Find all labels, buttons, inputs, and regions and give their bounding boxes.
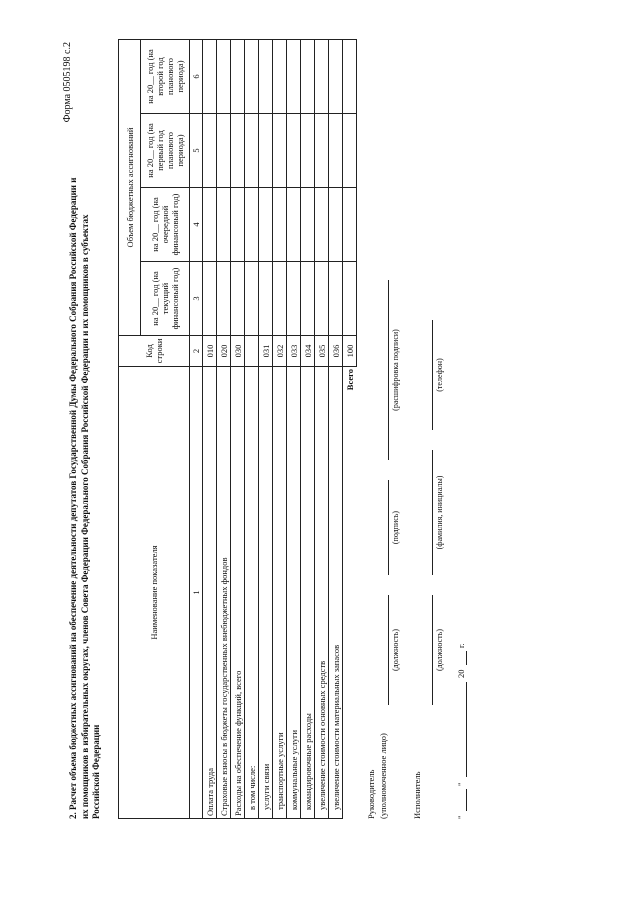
- section-title: [68, 39, 103, 819]
- cell-input[interactable]: [301, 262, 315, 336]
- row-name: Страховые взносы в бюджеты государственных внебюджетных фондов: [217, 367, 231, 819]
- date-year-suffix: г.: [456, 643, 466, 648]
- year-header-3: на 20__ год (на первый год планового периода): [141, 114, 190, 188]
- head-position-caption: (должность): [391, 629, 400, 671]
- year-header-1: на 20__ год (на текущий финансовый год): [141, 262, 190, 336]
- head-label-1: Руководитель: [366, 769, 376, 819]
- table-row: [217, 40, 231, 819]
- cell-input[interactable]: [301, 188, 315, 262]
- total-code: 100: [343, 336, 357, 367]
- cell-input[interactable]: [259, 262, 273, 336]
- row-code: 030: [231, 336, 245, 367]
- cell-input[interactable]: [329, 40, 343, 114]
- executor-fio-caption: (фамилия, инициалы): [435, 475, 444, 550]
- table-row: [231, 40, 245, 819]
- total-row: [343, 40, 357, 819]
- cell-input[interactable]: [273, 262, 287, 336]
- col-number: 5: [190, 114, 203, 188]
- section-title-line-2: их помощников в избирательных округах, членов Совета Федерации Федерального Собрания Российской Федерации и их помощников в субъектах: [79, 214, 90, 819]
- table-row: [329, 40, 343, 819]
- row-name: в том числе:: [245, 367, 259, 819]
- col-number: 3: [190, 262, 203, 336]
- row-name: увеличение стоимости основных средств: [315, 367, 329, 819]
- table-row: [203, 40, 217, 819]
- table-row: [315, 40, 329, 819]
- date-quote-open: ": [456, 815, 466, 819]
- cell-input[interactable]: [273, 188, 287, 262]
- row-code: 035: [315, 336, 329, 367]
- row-code: 036: [329, 336, 343, 367]
- cell-input[interactable]: [203, 114, 217, 188]
- cell-input[interactable]: [203, 262, 217, 336]
- cell-input[interactable]: [343, 188, 357, 262]
- cell-input[interactable]: [329, 188, 343, 262]
- group-header: Объем бюджетных ассигнований: [119, 40, 141, 336]
- cell-input[interactable]: [259, 188, 273, 262]
- row-name: командировочные расходы: [301, 367, 315, 819]
- cell-input[interactable]: [231, 188, 245, 262]
- cell-input[interactable]: [343, 114, 357, 188]
- col-number: 6: [190, 40, 203, 114]
- cell-input[interactable]: [245, 40, 259, 114]
- year-header-4: на 20__ год (на второй год планового периода): [141, 40, 190, 114]
- date-year-line[interactable]: [454, 651, 467, 665]
- row-code: 010: [203, 336, 217, 367]
- date-quote-close: ": [456, 782, 466, 786]
- table-row: [259, 40, 273, 819]
- col-name-header: Наименование показателя: [119, 367, 190, 819]
- row-name: Оплата труда: [203, 367, 217, 819]
- table-row: [245, 40, 259, 819]
- cell-input[interactable]: [301, 114, 315, 188]
- cell-input[interactable]: [231, 40, 245, 114]
- row-name: Расходы на обеспечение функций, всего: [231, 367, 245, 819]
- row-code: 033: [287, 336, 301, 367]
- executor-position-caption: (должность): [435, 629, 444, 671]
- row-code: 020: [217, 336, 231, 367]
- head-label-2: (уполномоченное лицо): [378, 733, 388, 819]
- executor-phone-caption: (телефон): [435, 358, 444, 392]
- total-label: Всего: [344, 369, 355, 391]
- cell-input[interactable]: [287, 114, 301, 188]
- cell-input[interactable]: [315, 40, 329, 114]
- cell-input[interactable]: [203, 40, 217, 114]
- date-year-prefix: 20: [456, 669, 466, 678]
- cell-input[interactable]: [217, 114, 231, 188]
- executor-position-line[interactable]: [420, 595, 433, 705]
- head-signature-caption: (подпись): [391, 510, 400, 545]
- head-signature-line[interactable]: [376, 480, 389, 575]
- cell-input[interactable]: [231, 262, 245, 336]
- column-number-row: [190, 40, 203, 819]
- row-code: 034: [301, 336, 315, 367]
- cell-input[interactable]: [217, 188, 231, 262]
- cell-input[interactable]: [259, 40, 273, 114]
- cell-input[interactable]: [287, 188, 301, 262]
- cell-input[interactable]: [301, 40, 315, 114]
- row-code: 031: [259, 336, 273, 367]
- row-name: увеличение стоимости материальных запасов: [329, 367, 343, 819]
- row-code: 032: [273, 336, 287, 367]
- table-header-row: [119, 40, 141, 819]
- cell-input[interactable]: [315, 188, 329, 262]
- cell-input[interactable]: [203, 188, 217, 262]
- table-row: [273, 40, 287, 819]
- cell-input[interactable]: [259, 114, 273, 188]
- row-name: услуги связи: [259, 367, 273, 819]
- head-decoding-caption: (расшифровка подписи): [391, 329, 400, 411]
- cell-input[interactable]: [245, 262, 259, 336]
- col-number: 2: [190, 336, 203, 367]
- date-month-line[interactable]: [454, 682, 467, 777]
- cell-input[interactable]: [315, 114, 329, 188]
- head-decoding-line[interactable]: [376, 280, 389, 460]
- section-title-line-1: 2. Расчет объема бюджетных ассигнований на обеспечение деятельности депутатов Государственной Думы Федерального Собрания Российской Федерации и: [68, 177, 78, 819]
- cell-input[interactable]: [273, 114, 287, 188]
- row-code: [245, 336, 259, 367]
- col-number: 1: [190, 367, 203, 819]
- row-name: транспортные услуги: [273, 367, 287, 819]
- row-name: коммунальные услуги: [287, 367, 301, 819]
- form-code: Форма 0505198 с.2: [62, 42, 73, 123]
- cell-input[interactable]: [329, 114, 343, 188]
- cell-input[interactable]: [245, 114, 259, 188]
- table-row: [301, 40, 315, 819]
- cell-input[interactable]: [287, 40, 301, 114]
- cell-input[interactable]: [217, 262, 231, 336]
- executor-phone-line[interactable]: [420, 320, 433, 430]
- col-code-header: Код строки: [119, 336, 190, 367]
- date-day-line[interactable]: [454, 789, 467, 811]
- section-title-line-3: Российской Федерации: [91, 724, 101, 819]
- cell-input[interactable]: [231, 114, 245, 188]
- cell-input[interactable]: [343, 262, 357, 336]
- executor-fio-line[interactable]: [420, 450, 433, 575]
- table-row: [287, 40, 301, 819]
- cell-input[interactable]: [273, 40, 287, 114]
- budget-table: [118, 39, 357, 819]
- cell-input[interactable]: [315, 262, 329, 336]
- cell-input[interactable]: [329, 262, 343, 336]
- head-position-line[interactable]: [376, 595, 389, 705]
- year-header-2: на 20__ год (на очередной финансовый год): [141, 188, 190, 262]
- cell-input[interactable]: [245, 188, 259, 262]
- cell-input[interactable]: [217, 40, 231, 114]
- cell-input[interactable]: [287, 262, 301, 336]
- executor-label: Исполнитель: [412, 771, 422, 819]
- cell-input[interactable]: [343, 40, 357, 114]
- col-number: 4: [190, 188, 203, 262]
